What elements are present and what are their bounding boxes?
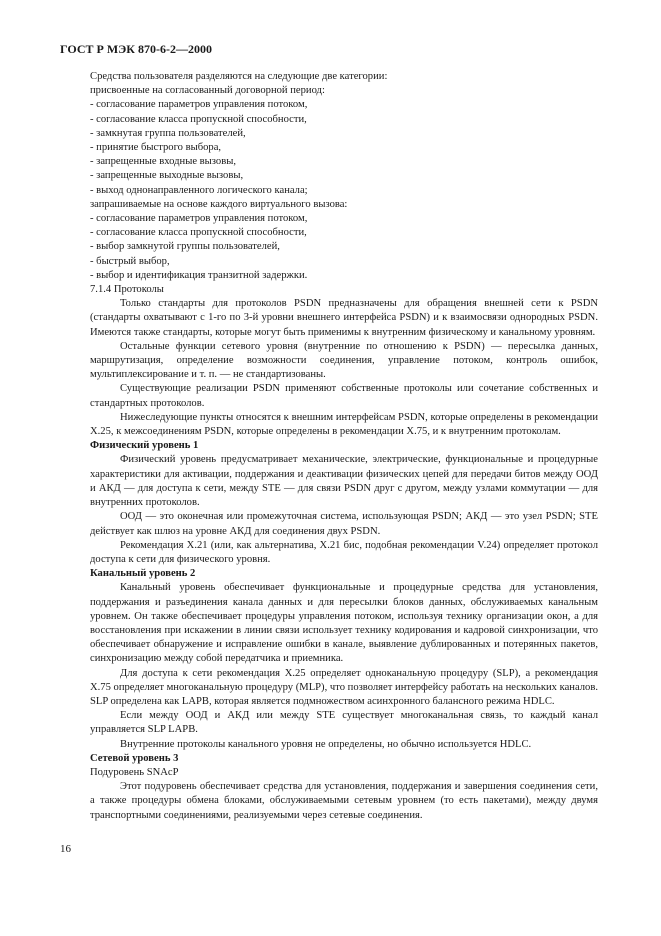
list-intro: запрашиваемые на основе каждого виртуального вызова: xyxy=(90,198,348,210)
document-body xyxy=(90,70,598,823)
paragraph: Если между ООД и АКД или между STE существует многоканальная связь, то каждый канал управляется SLP LAPB. xyxy=(90,710,598,736)
list-item: - быстрый выбор, xyxy=(90,255,170,267)
section-heading: 7.1.4 Протоколы xyxy=(90,284,164,296)
level1-heading: Физический уровень 1 xyxy=(90,440,199,452)
list-item: - согласование параметров управления потоком, xyxy=(90,99,308,111)
list-item: - замкнутая группа пользователей, xyxy=(90,127,246,139)
paragraph: Существующие реализации PSDN применяют собственные протоколы или сочетание собственных и стандартных протоколов. xyxy=(90,383,598,409)
document-header: ГОСТ Р МЭК 870-6-2—2000 xyxy=(60,42,212,56)
list-item: - согласование класса пропускной способности, xyxy=(90,227,307,239)
level3-heading: Сетевой уровень 3 xyxy=(90,752,179,764)
paragraph: Этот подуровень обеспечивает средства для установления, поддержания и завершения соединения сети, а также процедуры обмена блоками, обслуживаемыми сетевым уровнем (то есть пакетами), между двумя транспортными соединениями, реализуемыми через сетевые соединения. xyxy=(90,781,598,821)
paragraph: Только стандарты для протоколов PSDN предназначены для обращения внешней сети к PSDN (стандарты охватывают с 1-го по 3-й уровни внешнего интерфейса PSDN) и к взаимосвязи однородных PSDN. Имеются также стандарты, которые могут быть применимы к внутренним физическому и канальному уровням. xyxy=(90,298,598,338)
paragraph: Нижеследующие пункты относятся к внешним интерфейсам PSDN, которые определены в рекомендации X.25, к межсоединениям PSDN, которые определены в рекомендации X.75, и к внутренним протоколам. xyxy=(90,411,598,438)
paragraph: Канальный уровень обеспечивает функциональные и процедурные средства для установления, поддержания и разъединения канала данных и для пересылки блоков данных, обслуживаемых канальным уровнем. Он также обеспечивает процедуры управления потоком, используя технику организации окон, а для восстановления при искажении в линии связи использует технику кодирования и кадровой синхронизации, что обеспечивает обнаружение и исправление ошибки в канале, выявление дублированных и потерянных пакетов, синхронизацию между собой передатчика и приемника. xyxy=(90,582,598,665)
sublevel-heading: Подуровень SNAcP xyxy=(90,766,179,778)
intro-line: Средства пользователя разделяются на следующие две категории: xyxy=(90,71,388,82)
list-item: - запрещенные выходные вызовы, xyxy=(90,170,244,182)
paragraph: Остальные функции сетевого уровня (внутренние по отношению к PSDN) — пересылка данных, маршрутизация, определение возможности соединения, управление потоком, контроль ошибок, мультиплексирование и т. п. — не стандартизованы. xyxy=(90,340,598,381)
list-item: - согласование параметров управления потоком, xyxy=(90,213,308,225)
paragraph: Физический уровень предусматривает механические, электрические, функциональные и процедурные характеристики для активации, поддержания и деактивации физических цепей для передачи битов между ООД и АКД — для доступа к сети, между STE — для связи PSDN друг с другом, между узлами коммутации — для внутренних протоколов. xyxy=(90,454,598,509)
list-item: - выход однонаправленного логического канала; xyxy=(90,184,308,196)
list-item: - выбор замкнутой группы пользователей, xyxy=(90,241,280,253)
paragraph: Для доступа к сети рекомендация X.25 определяет одноканальную процедуру (SLP), а рекомендация X.75 определяет многоканальную процедуру (MLP), что позволяет интерфейсу работать на нескольких каналов. SLP определена как LAPB, которая является подмножеством асинхронного балансного режима HDLC. xyxy=(90,667,598,707)
list-item: - запрещенные входные вызовы, xyxy=(90,156,236,168)
list-item: - принятие быстрого выбора, xyxy=(90,142,222,154)
paragraph: Внутренние протоколы канального уровня не определены, но обычно используется HDLC. xyxy=(120,738,532,750)
level2-heading: Канальный уровень 2 xyxy=(90,568,196,580)
page-number: 16 xyxy=(60,843,71,855)
list-item: - выбор и идентификация транзитной задержки. xyxy=(90,269,308,281)
paragraph: ООД — это оконечная или промежуточная система, использующая PSDN; АКД — это узел PSDN; STE действует как шлюз на уровне АКД для соединения двух PSDN. xyxy=(90,511,598,537)
list-item: - согласование класса пропускной способности, xyxy=(90,113,307,125)
intro-line: присвоенные на согласованный договорной период: xyxy=(90,85,325,97)
paragraph: Рекомендация X.21 (или, как альтернатива, X.21 бис, подобная рекомендации V.24) определяет протокол доступа к сети для физического уровня. xyxy=(90,539,598,565)
